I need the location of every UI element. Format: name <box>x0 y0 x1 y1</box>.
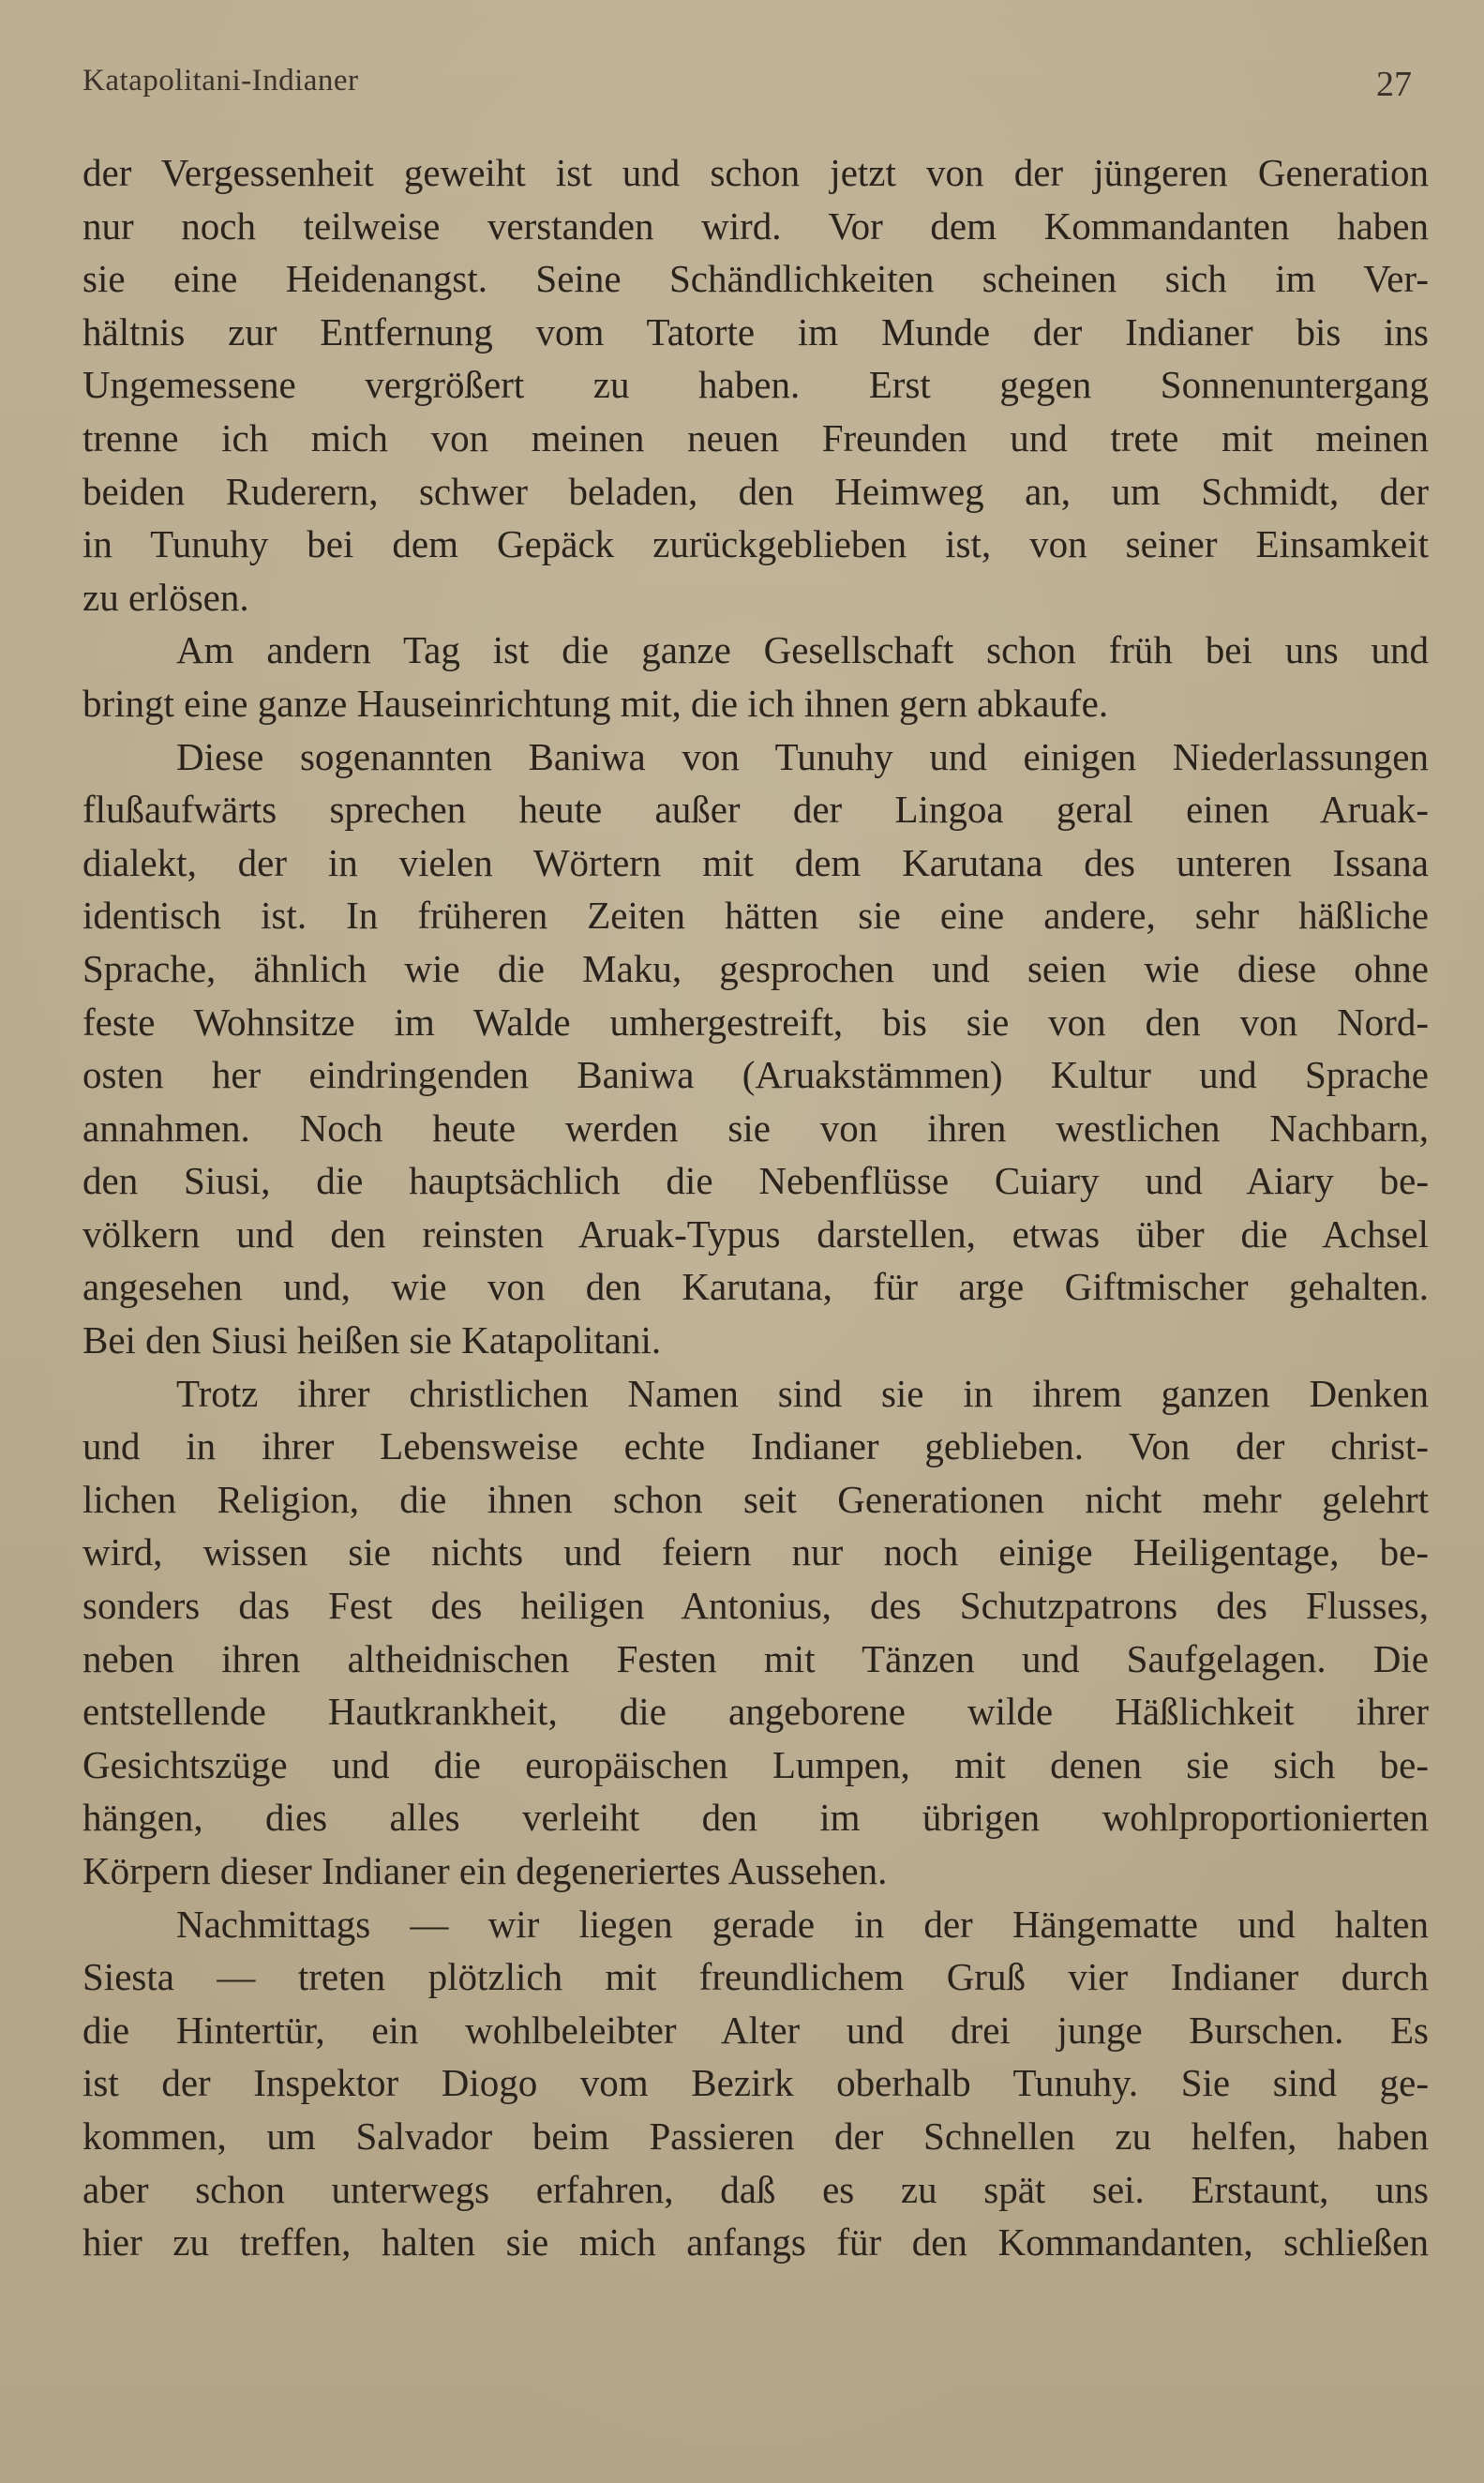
text-line: trenne ich mich von meinen neuen Freunden und trete mit meinen <box>82 415 1429 459</box>
text-line: nur noch teilweise verstanden wird. Vor dem Kommandanten haben <box>82 203 1429 248</box>
paragraph-first-line: Diese sogenannten Baniwa von Tunuhy und einigen Niederlassungen <box>176 734 1429 778</box>
text-line: sonders das Fest des heiligen Antonius, des Schutzpatrons des Flusses, <box>82 1584 1429 1628</box>
text-line: den Siusi, die hauptsächlich die Nebenflüsse Cuiary und Aiary be- <box>82 1159 1429 1203</box>
text-line: neben ihren altheidnischen Festen mit Tänzen und Saufgelagen. Die <box>82 1636 1429 1680</box>
text-line: beiden Ruderern, schwer beladen, den Heimweg an, um Schmidt, der <box>82 469 1429 513</box>
text-line: annahmen. Noch heute werden sie von ihren westlichen Nachbarn, <box>82 1106 1429 1150</box>
text-line: der Vergessenheit geweiht ist und schon jetzt von der jüngeren Generation <box>82 151 1429 194</box>
text-line: in Tunuhy bei dem Gepäck zurückgeblieben ist, von seiner Einsamkeit <box>82 522 1429 566</box>
text-line: dialekt, der in vielen Wörtern mit dem Karutana des unteren Issana <box>82 840 1429 884</box>
running-title: Katapolitani-Indianer <box>82 64 359 98</box>
paragraph-first-line: Trotz ihrer christlichen Namen sind sie in ihrem ganzen Denken <box>176 1371 1429 1415</box>
paragraph-first-line: Am andern Tag ist die ganze Gesellschaft schon früh bei uns und <box>176 628 1429 672</box>
text-line: Körpern dieser Indianer ein degeneriertes Aussehen. <box>82 1849 888 1892</box>
text-line: wird, wissen sie nichts und feiern nur noch einige Heiligentage, be- <box>82 1530 1429 1574</box>
text-line: Sprache, ähnlich wie die Maku, gesprochen und seien wie diese ohne <box>82 946 1429 990</box>
text-line: hier zu treffen, halten sie mich anfangs für den Kommandanten, schließen <box>82 2220 1429 2265</box>
text-line: zu erlösen. <box>82 575 249 619</box>
text-line: aber schon unterwegs erfahren, daß es zu spät sei. Erstaunt, uns <box>82 2167 1429 2211</box>
text-line: angesehen und, wie von den Karutana, für arge Giftmischer gehalten. <box>82 1265 1429 1309</box>
body-text <box>82 146 1429 2269</box>
page-header <box>82 64 1412 107</box>
text-line: bringt eine ganze Hauseinrichtung mit, die ich ihnen gern abkaufe. <box>82 681 1109 725</box>
text-line: und in ihrer Lebensweise echte Indianer geblieben. Von der christ- <box>82 1424 1429 1468</box>
text-line: Siesta — treten plötzlich mit freundlichem Gruß vier Indianer durch <box>82 1955 1429 1999</box>
text-line: lichen Religion, die ihnen schon seit Generationen nicht mehr gelehrt <box>82 1477 1429 1521</box>
text-line: Ungemessene vergrößert zu haben. Erst gegen Sonnenuntergang <box>82 363 1429 407</box>
text-line: Bei den Siusi heißen sie Katapolitani. <box>82 1318 662 1362</box>
text-line: hängen, dies alles verleiht den im übrigen wohlproportionierten <box>82 1796 1429 1840</box>
text-line: die Hintertür, ein wohlbeleibter Alter und drei junge Burschen. Es <box>82 2008 1429 2052</box>
text-line: hältnis zur Entfernung vom Tatorte im Munde der Indianer bis ins <box>82 309 1429 354</box>
page-number: 27 <box>1376 65 1412 104</box>
text-line: sie eine Heidenangst. Seine Schändlichkeiten scheinen sich im Ver- <box>82 257 1429 301</box>
text-line: Gesichtszüge und die europäischen Lumpen, mit denen sie sich be- <box>82 1742 1429 1786</box>
text-line: osten her eindringenden Baniwa (Aruakstämmen) Kultur und Sprache <box>82 1053 1429 1097</box>
text-line: identisch ist. In früheren Zeiten hätten sie eine andere, sehr häßliche <box>82 894 1429 938</box>
paragraph-first-line: Nachmittags — wir liegen gerade in der Hängematte und halten <box>176 1902 1429 1946</box>
text-line: kommen, um Salvador beim Passieren der Schnellen zu helfen, haben <box>82 2114 1429 2158</box>
text-line: ist der Inspektor Diogo vom Bezirk oberhalb Tunuhy. Sie sind ge- <box>82 2061 1429 2105</box>
text-line: völkern und den reinsten Aruak-Typus darstellen, etwas über die Achsel <box>82 1211 1429 1256</box>
text-line: flußaufwärts sprechen heute außer der Lingoa geral einen Aruak- <box>82 788 1429 832</box>
text-line: entstellende Hautkrankheit, die angeborene wilde Häßlichkeit ihrer <box>82 1690 1429 1734</box>
text-line: feste Wohnsitze im Walde umhergestreift, bis sie von den von Nord- <box>82 1000 1429 1044</box>
